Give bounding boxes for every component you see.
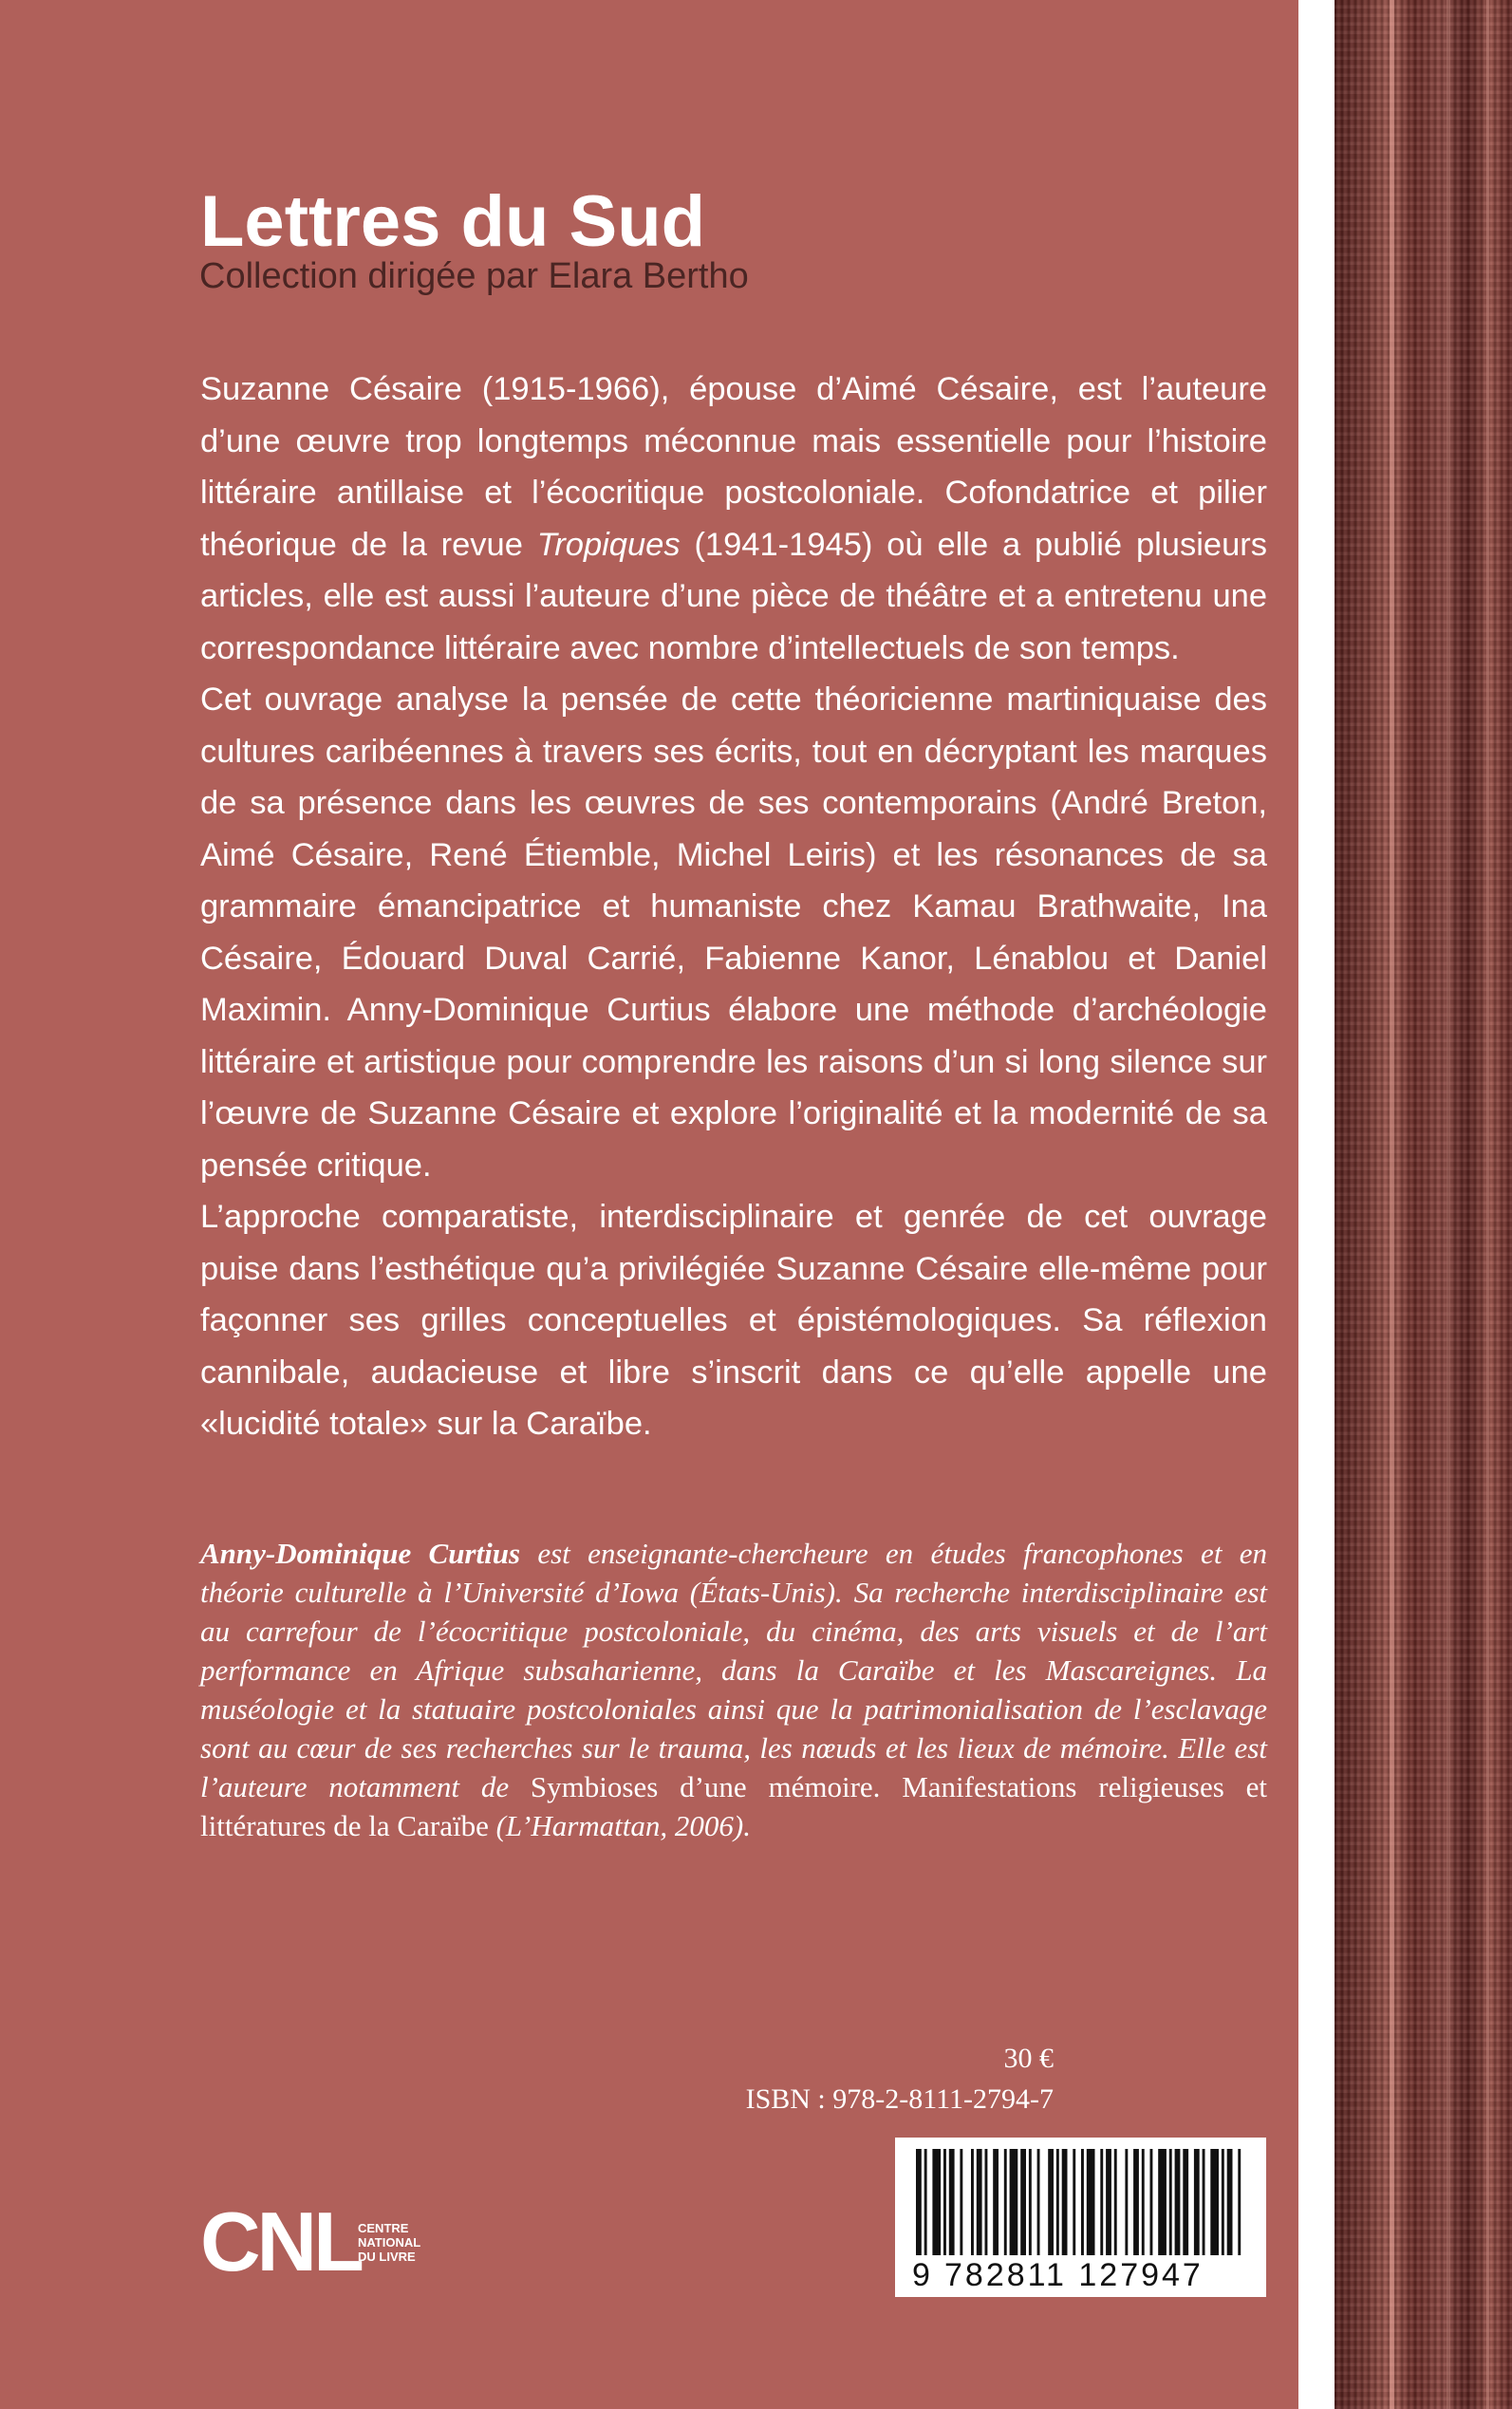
barcode-bar xyxy=(1100,2149,1103,2255)
barcode xyxy=(895,2138,1266,2297)
barcode-bar xyxy=(1020,2149,1026,2255)
barcode-bar xyxy=(1004,2149,1007,2255)
barcode-bar xyxy=(1062,2149,1068,2255)
blurb-paragraph-3: L’approche comparatiste, interdisciplinaire et genrée de cet ouvrage puise dans l’esthétique qu’a privilégiée Suzanne Césaire elle-même pour façonner ses grilles conceptuelles et épistémologiques. Sa réflexion cannibale, audacieuse et libre s’inscrit dans ce qu’elle appelle une «lucidité totale» sur la Caraïbe. xyxy=(200,1199,1267,1442)
barcode-bar xyxy=(1227,2149,1233,2255)
barcode-bar xyxy=(1010,2149,1018,2255)
page-gutter xyxy=(1298,0,1335,2409)
blurb-paragraph-2: Cet ouvrage analyse la pensée de cette théoricienne martiniquaise des cultures caribéennes à travers ses écrits, tout en décryptant les marques de sa présence dans les œuvres de ses contemporains (André Breton, Aimé Césaire, René Étiemble, Michel Leiris) et les résonances de sa grammaire émancipatrice et humaniste chez Kamau Brathwaite, Ina Césaire, Édouard Duval Carrié, Fabienne Kanor, Lénablou et Daniel Maximin. Anny-Dominique Curtius élabore une méthode d’archéologie littéraire et artistique pour comprendre les raisons d’un si long silence sur l’œuvre de Suzanne Césaire et explore l’originalité et la modernité de sa pensée critique. xyxy=(200,682,1267,1184)
barcode-bar xyxy=(1183,2149,1188,2255)
spine-band xyxy=(1447,0,1450,2409)
collection-subtitle: Collection dirigée par Elara Bertho xyxy=(199,256,749,296)
blurb-paragraph-1: Suzanne Césaire (1915-1966), épouse d’Aimé Césaire, est l’auteure d’une œuvre trop longtemps méconnue mais essentielle pour l’histoire littéraire antillaise et l’écocritique postcoloniale. Cofondatrice et pilier théorique de la revue Tropiques (1941-1945) où elle a publié plusieurs articles, elle est aussi l’auteure d’une pièce de théâtre et a entretenu une correspondance littéraire avec nombre d’intellectuels de son temps. xyxy=(200,371,1268,666)
barcode-bar xyxy=(1169,2149,1172,2255)
barcode-bar xyxy=(1073,2149,1075,2255)
barcode-bar xyxy=(1029,2149,1032,2255)
barcode-bar xyxy=(943,2149,946,2255)
barcode-bar xyxy=(1150,2149,1153,2255)
barcode-bar xyxy=(1114,2149,1117,2255)
barcode-bar xyxy=(1106,2149,1111,2255)
blurb xyxy=(200,364,1267,1450)
barcode-bar xyxy=(916,2149,922,2255)
author-bio: Anny-Dominique Curtius est enseignante-chercheure en études francophones et en théorie culturelle à l’Université d’Iowa (États-Unis). Sa recherche interdisciplinaire est au carrefour de l’écocritique postcoloniale, du cinéma, des arts visuels et de l’art performance en Afrique subsaharienne, dans la Caraïbe et les Mascareignes. La muséologie et la statuaire postcoloniales ainsi que la patrimonialisation de l’esclavage sont au cœur de ses recherches sur le trauma, les nœuds et les lieux de mémoire. Elle est l’auteure notamment de Symbioses d’une mémoire. Manifestations religieuses et littératures de la Caraïbe (L’Harmattan, 2006). xyxy=(200,1537,1268,1842)
barcode-bar xyxy=(1048,2149,1054,2255)
barcode-bar xyxy=(1125,2149,1128,2255)
author-name: Anny-Dominique Curtius xyxy=(200,1537,521,1570)
barcode-bar xyxy=(1222,2149,1224,2255)
barcode-bar xyxy=(949,2149,955,2255)
cnl-logo xyxy=(200,2194,438,2314)
spine-texture xyxy=(1335,0,1512,2409)
barcode-bar xyxy=(1210,2149,1219,2255)
barcode-bar xyxy=(924,2149,927,2255)
barcode-bar xyxy=(971,2149,974,2255)
barcode-bar xyxy=(1037,2149,1040,2255)
barcode-bar xyxy=(985,2149,988,2255)
barcode-number: 782811 127947 xyxy=(944,2257,1204,2293)
barcode-bar xyxy=(1087,2149,1095,2255)
barcode-bar xyxy=(1194,2149,1200,2255)
barcode-bar xyxy=(1175,2149,1181,2255)
barcode-bar xyxy=(1081,2149,1084,2255)
barcode-bar xyxy=(932,2149,941,2255)
barcode-bar xyxy=(993,2149,999,2255)
barcode-bar xyxy=(1133,2149,1139,2255)
price: 30 € xyxy=(1003,2043,1054,2074)
barcode-bar xyxy=(960,2149,962,2255)
barcode-bar xyxy=(1158,2149,1167,2255)
collection-title: Lettres du Sud xyxy=(200,181,706,262)
barcode-bar xyxy=(1238,2149,1241,2255)
journal-title: Tropiques xyxy=(536,526,681,563)
spine-band xyxy=(1486,0,1489,2409)
barcode-bar xyxy=(1142,2149,1145,2255)
cnl-logo-letters: CNL xyxy=(200,2194,361,2288)
spine-band xyxy=(1390,0,1394,2409)
barcode-bar xyxy=(1056,2149,1059,2255)
book-title: Symbioses d’une mémoire. Manifestations religieuses et littératures de la Caraïbe xyxy=(200,1770,1267,1842)
isbn: ISBN : 978-2-8111-2794-7 xyxy=(745,2083,1054,2115)
barcode-bar xyxy=(977,2149,982,2255)
barcode-bar xyxy=(1203,2149,1205,2255)
cnl-logo-subtitle: CENTRE NATIONAL DU LIVRE xyxy=(358,2221,421,2264)
barcode-first-digit: 9 xyxy=(912,2257,930,2293)
